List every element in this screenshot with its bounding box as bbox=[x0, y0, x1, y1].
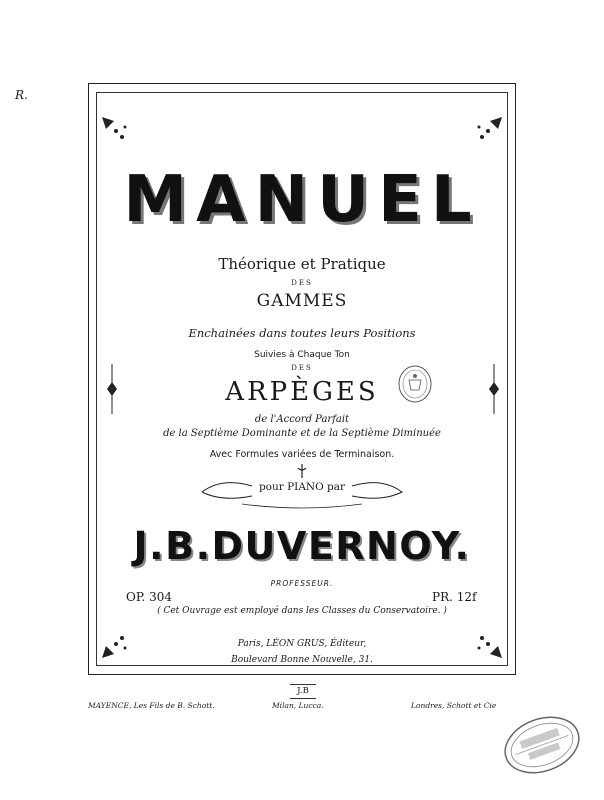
plate-number: J.B bbox=[290, 684, 316, 699]
page-title: MANUEL bbox=[123, 163, 481, 237]
gammes-heading: GAMMES bbox=[256, 291, 348, 311]
publisher-address: Boulevard Bonne Nouvelle, 31. bbox=[231, 655, 373, 665]
professeur-label: PROFESSEUR. bbox=[270, 579, 334, 588]
composer-name: J.B.DUVERNOY. bbox=[133, 524, 471, 568]
des-label-2: DES bbox=[291, 364, 313, 372]
subtitle: Théorique et Pratique bbox=[218, 255, 386, 273]
formules-line: Avec Formules variées de Terminaison. bbox=[209, 449, 395, 460]
page-mark: R. bbox=[15, 88, 28, 102]
corner-ornament-top-right bbox=[474, 115, 504, 145]
library-stamp bbox=[397, 364, 433, 404]
opus-number: OP. 304 bbox=[126, 590, 173, 604]
suivies-line: Suivies à Chaque Ton bbox=[254, 350, 350, 360]
imprint-londres: Londres, Schott et Cie bbox=[411, 701, 497, 710]
publisher-line: Paris, LÉON GRUS, Éditeur, bbox=[237, 639, 367, 649]
conservatoire-note: ( Cet Ouvrage est employé dans les Classes du Conservatoire. ) bbox=[157, 606, 447, 616]
corner-ornament-top-left bbox=[100, 115, 130, 145]
septieme-line: de la Septième Dominante et de la Septième Diminuée bbox=[163, 428, 441, 439]
musique-stamp bbox=[500, 710, 584, 780]
pour-piano-line: pour PIANO par bbox=[258, 481, 346, 493]
imprint-milan: Milan, Lucca. bbox=[272, 701, 324, 710]
accord-line: de l'Accord Parfait bbox=[254, 414, 350, 425]
price-label: PR. 12f bbox=[432, 590, 477, 604]
enchainees-line: Enchainées dans toutes leurs Positions bbox=[188, 326, 416, 340]
des-label-1: DES bbox=[291, 279, 313, 287]
arpeges-heading: ARPÈGES bbox=[225, 377, 379, 407]
imprint-mayence: MAYENCE, Les Fils de B. Schott. bbox=[88, 701, 215, 710]
